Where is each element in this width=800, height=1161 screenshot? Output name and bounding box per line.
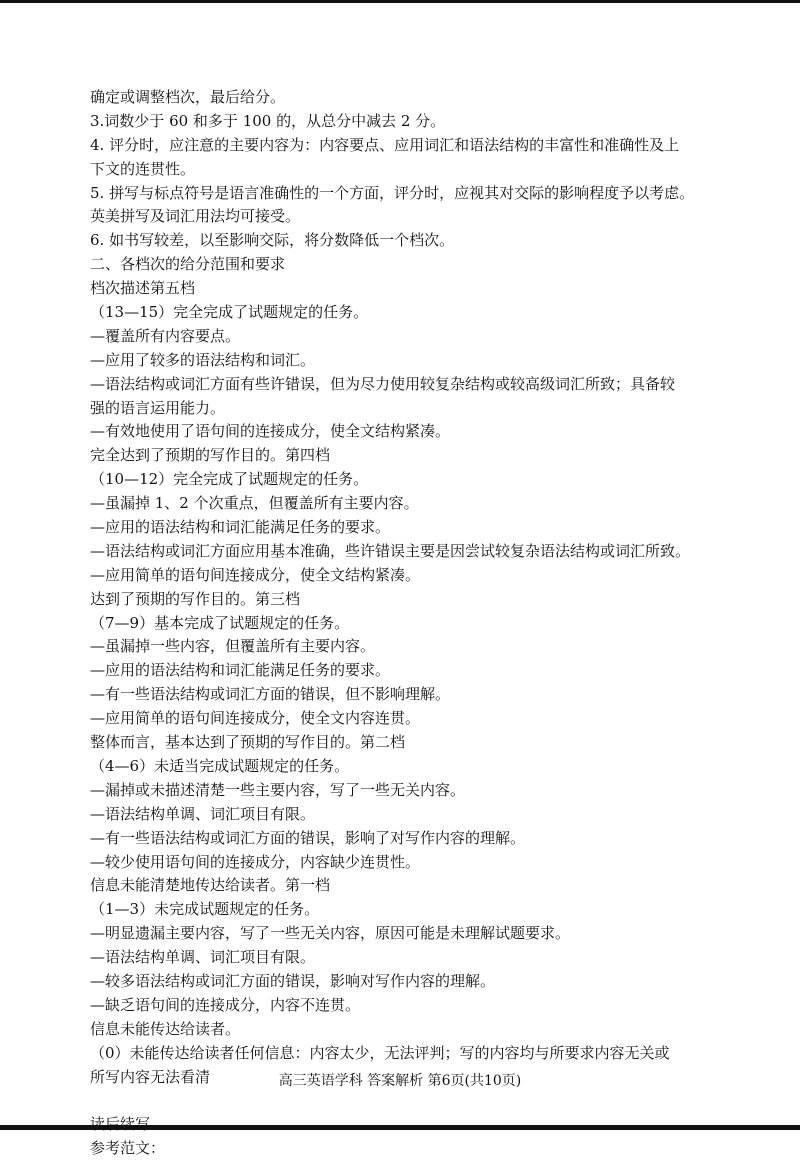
text-line: —有一些语法结构或词汇方面的错误，影响了对写作内容的理解。 <box>90 828 526 847</box>
text-line: —语法结构单调、词汇项目有限。 <box>90 948 316 967</box>
text-line: 3.词数少于 60 和多于 100 的，从总分中减去 2 分。 <box>90 111 446 130</box>
text-line: —较多语法结构或词汇方面的错误，影响对写作内容的理解。 <box>90 971 496 990</box>
text-line: （1—3）未完成试题规定的任务。 <box>90 900 320 919</box>
text-line: —应用的语法结构和词汇能满足任务的要求。 <box>90 661 391 680</box>
text-line: 4. 评分时，应注意的主要内容为：内容要点、应用词汇和语法结构的丰富性和准确性及上 <box>90 135 680 154</box>
text-line: 信息未能传达给读者。 <box>90 1019 241 1038</box>
text-line: —明显遗漏主要内容，写了一些无关内容，原因可能是未理解试题要求。 <box>90 924 571 943</box>
text-line: —较少使用语句间的连接成分，内容缺少连贯性。 <box>90 852 421 871</box>
text-line: 5. 拼写与标点符号是语言准确性的一个方面，评分时，应视其对交际的影响程度予以考虑。 <box>90 183 695 202</box>
text-line: —有效地使用了语句间的连接成分，使全文结构紧凑。 <box>90 422 451 441</box>
text-line: （0）未能传达给读者任何信息：内容太少，无法评判；写的内容均与所要求内容无关或 <box>90 1043 670 1062</box>
section-heading: 二、各档次的给分范围和要求 <box>90 255 286 274</box>
text-line: 下文的连贯性。 <box>90 159 196 178</box>
text-line: 6. 如书写较差，以至影响交际，将分数降低一个档次。 <box>90 231 455 250</box>
document-body <box>90 86 730 1161</box>
text-line: 信息未能清楚地传达给读者。第一档 <box>90 876 331 895</box>
text-line: （4—6）未适当完成试题规定的任务。 <box>90 756 350 775</box>
text-line: —漏掉或未描述清楚一些主要内容，写了一些无关内容。 <box>90 780 466 799</box>
text-line: 达到了预期的写作目的。第三档 <box>90 589 301 608</box>
text-line: —语法结构单调、词汇项目有限。 <box>90 804 316 823</box>
text-line: 整体而言，基本达到了预期的写作目的。第二档 <box>90 733 406 752</box>
text-line: 确定或调整档次，最后给分。 <box>90 88 286 106</box>
text-line: —语法结构或词汇方面应用基本准确，些许错误主要是因尝试较复杂语法结构或词汇所致。 <box>90 541 691 560</box>
bottom-border <box>0 1125 800 1130</box>
text-line: —语法结构或词汇方面有些许错误，但为尽力使用较复杂结构或较高级词汇所致；具备较 <box>90 374 676 393</box>
text-line: —应用了较多的语法结构和词汇。 <box>90 350 316 369</box>
paragraph-gap <box>90 1089 730 1113</box>
text-line: —覆盖所有内容要点。 <box>90 326 241 345</box>
text-line: （10—12）完全完成了试题规定的任务。 <box>90 470 369 489</box>
text-line: （13—15）完全完成了试题规定的任务。 <box>90 303 369 322</box>
text-line: 所写内容无法看清 <box>90 1067 211 1086</box>
text-line: —应用简单的语句间连接成分，使全文结构紧凑。 <box>90 565 421 584</box>
text-line: —缺乏语句间的连接成分，内容不连贯。 <box>90 995 361 1014</box>
text-line: —虽漏掉一些内容，但覆盖所有主要内容。 <box>90 637 376 656</box>
text-line: 英美拼写及词汇用法均可接受。 <box>90 207 301 226</box>
text-line: —应用简单的语句间连接成分，使全文内容连贯。 <box>90 709 421 728</box>
text-line: 完全达到了预期的写作目的。第四档 <box>90 446 331 465</box>
text-line: —虽漏掉 1、2 个次重点，但覆盖所有主要内容。 <box>90 494 419 513</box>
text-line: —应用的语法结构和词汇能满足任务的要求。 <box>90 518 391 537</box>
text-line: 档次描述第五档 <box>90 279 196 298</box>
text-line: （7—9）基本完成了试题规定的任务。 <box>90 613 350 632</box>
top-border <box>0 0 800 3</box>
text-line: 参考范文： <box>90 1139 166 1158</box>
text-line: —有一些语法结构或词汇方面的错误，但不影响理解。 <box>90 685 451 704</box>
text-line: 强的语言运用能力。 <box>90 398 226 417</box>
page-footer: 高三英语学科 答案解析 第6页(共10页) <box>278 1073 522 1089</box>
